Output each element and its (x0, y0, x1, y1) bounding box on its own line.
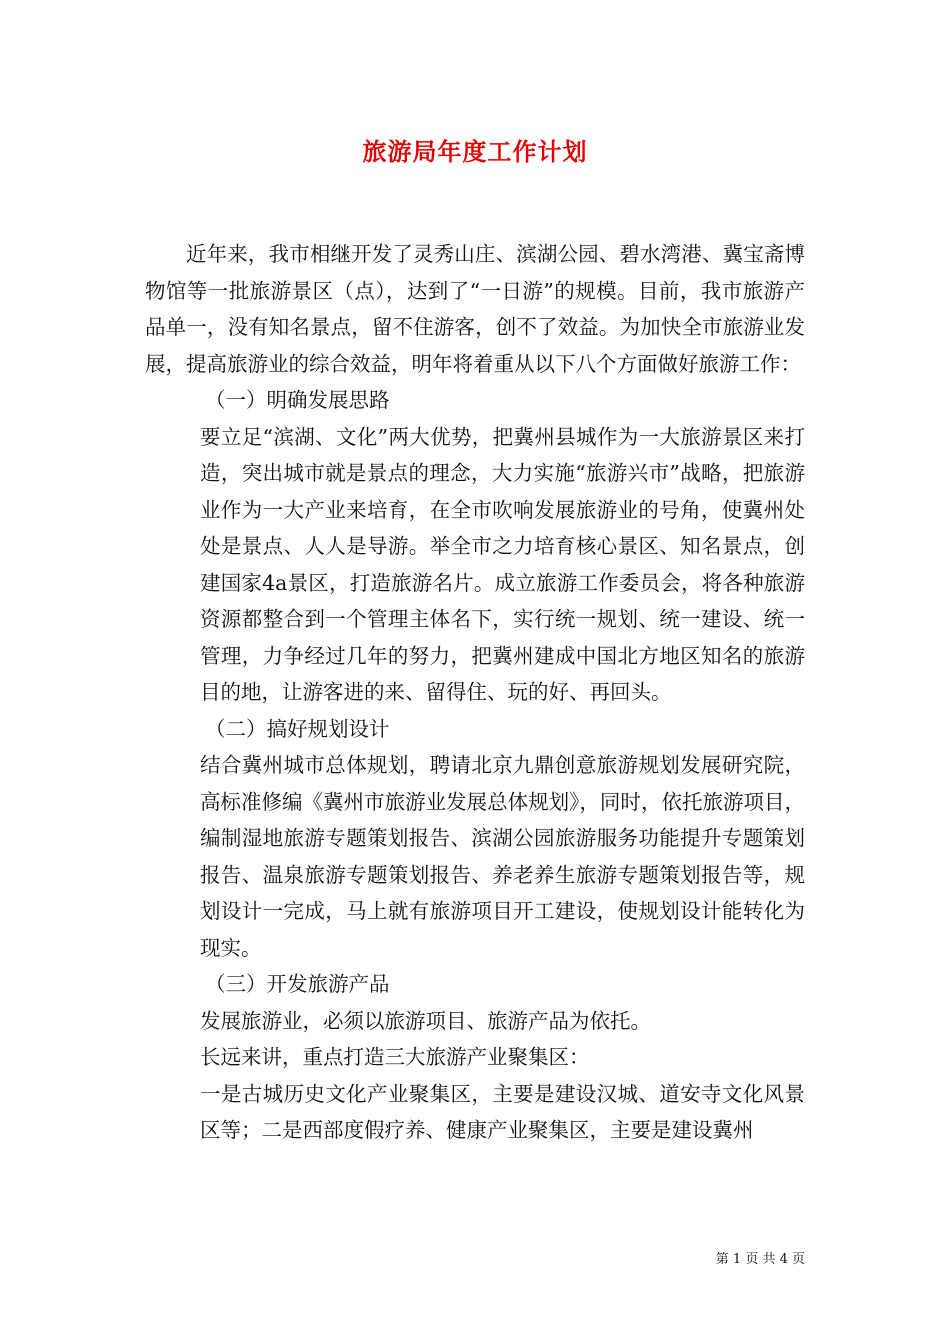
section-heading-1: （一）明确发展思路 (205, 388, 390, 412)
section-heading-2: （二）搞好规划设计 (205, 716, 390, 741)
paragraph-intro: 近年来，我市相继开发了灵秀山庄、滨湖公园、碧水湾港、冀宝斋博物馆等一批旅游景区（点），达到了“一日游”的规模。目前，我市旅游产品单一，没有知名景点，留不住游客，创不了效益。为加快全市旅游业发展，提高旅游业的综合效益，明年将着重从以下八个方面做好旅游工作： (145, 242, 805, 376)
paragraph-section-3c: 一是古城历史文化产业聚集区，主要是建设汉城、道安寺文化风景区等；二是西部度假疗养、健康产业聚集区，主要是建设冀州 (200, 1081, 805, 1142)
paragraph-section-3a: 发展旅游业，必须以旅游项目、旅游产品为依托。 (200, 1008, 651, 1033)
page-number: 第 1 页 共 4 页 (715, 1252, 805, 1267)
paragraph-section-1: 要立足“滨湖、文化”两大优势，把冀州县城作为一大旅游景区来打造，突出城市就是景点的理念，大力实施“旅游兴市”战略，把旅游业作为一大产业来培育，在全市吹响发展旅游业的号角，使冀州处处是景点、人人是导游。举全市之力培育核心景区、知名景点，创建国家4a景区，打造旅游名片。成立旅游工作委员会，将各种旅游资源都整合到一个管理主体名下，实行统一规划、统一建设、统一管理，力争经过几年的努力，把冀州建成中国北方地区知名的旅游目的地，让游客进的来、留得住、玩的好、再回头。 (200, 424, 805, 704)
section-heading-3: （三）开发旅游产品 (205, 972, 390, 996)
document-body (145, 236, 805, 1149)
paragraph-section-3b: 长远来讲，重点打造三大旅游产业聚集区： (200, 1045, 590, 1069)
document-title: 旅游局年度工作计划 (362, 137, 588, 166)
paragraph-section-2: 结合冀州城市总体规划，聘请北京九鼎创意旅游规划发展研究院，高标准修编《冀州市旅游业发展总体规划》，同时，依托旅游项目，编制湿地旅游专题策划报告、滨湖公园旅游服务功能提升专题策划报告、温泉旅游专题策划报告、养老养生旅游专题策划报告等，规划设计一完成，马上就有旅游项目开工建设，使规划设计能转化为现实。 (200, 753, 805, 960)
